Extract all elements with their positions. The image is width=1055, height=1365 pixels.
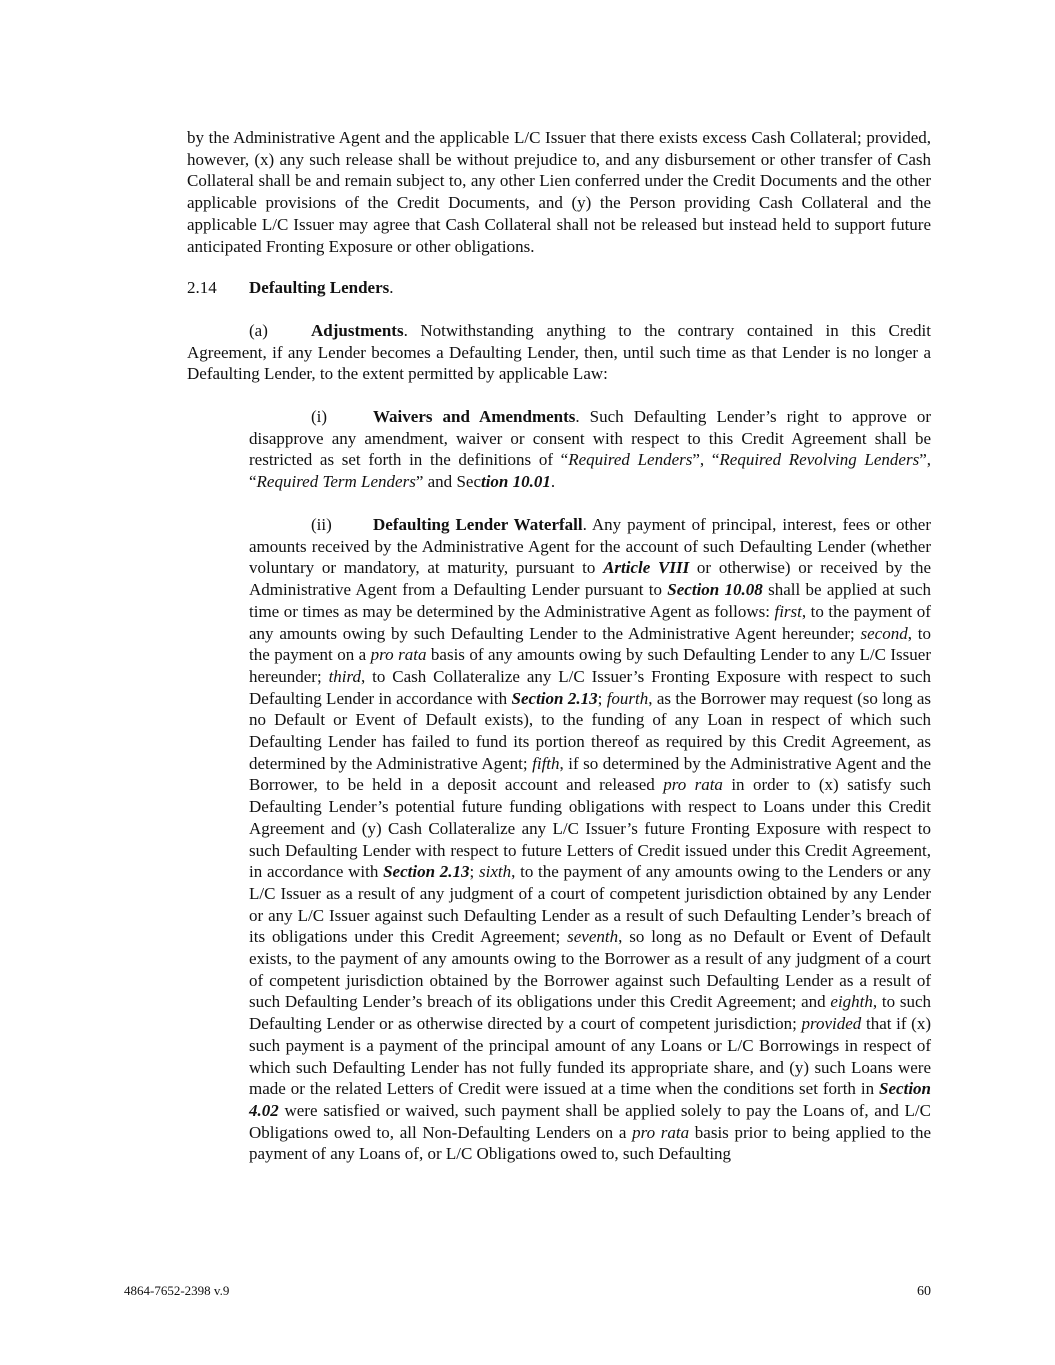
section-number: 2.14 <box>187 278 217 297</box>
clause-i: (i) Waivers and Amendments. Such Defaulting Lender’s right to approve or disapprove any amendment, waiver or consent with respect to this Credit Agreement shall be restricted as set forth in the definitions of “Required Lenders”, “Required Revolving Lenders”, “Required Term Lenders” and Section 10.01. <box>249 407 931 492</box>
clause-ii: (ii) Defaulting Lender Waterfall. Any payment of principal, interest, fees or other amounts received by the Administrative Agent for the account of such Defaulting Lender (whether voluntary or mandatory, at maturity, pursuant to Article VIII or otherwise) or received by the Administrative Agent from a Defaulting Lender pursuant to Section 10.08 shall be applied at such time or times as may be determined by the Administrative Agent as follows: first, to the payment of any amounts owing by such Defaulting Lender to the Administrative Agent hereunder; second, to the payment on a pro rata basis of any amounts owing by such Defaulting Lender to any L/C Issuer hereunder; third, to Cash Collateralize any L/C Issuer’s Fronting Exposure with respect to such Defaulting Lender in accordance with Section 2.13; fourth, as the Borrower may request (so long as no Default or Event of Default exists), to the funding of any Loan in respect of which such Defaulting Lender has failed to fund its portion thereof as required by this Credit Agreement, as determined by the Administrative Agent; fifth, if so determined by the Administrative Agent and the Borrower, to be held in a deposit account and released pro rata in order to (x) satisfy such Defaulting Lender’s potential future funding obligations with respect to Loans under this Credit Agreement and (y) Cash Collateralize any L/C Issuer’s future Fronting Exposure with respect to such Defaulting Lender with respect to future Letters of Credit issued under this Credit Agreement, in accordance with Section 2.13; sixth, to the payment of any amounts owing to the Lenders or any L/C Issuer as a result of any judgment of a court of competent jurisdiction obtained by any Lender or any L/C Issuer against such Defaulting Lender as a result of such Defaulting Lender’s breach of its obligations under this Credit Agreement; seventh, so long as no Default or Event of Default exists, to the payment of any amounts owing to the Borrower as a result of any judgment of a court of competent jurisdiction obtained by the Borrower against such Defaulting Lender as a result of such Defaulting Lender’s breach of its obligations under this Credit Agreement; and eighth, to such Defaulting Lender or as otherwise directed by a court of competent jurisdiction; provided that if (x) such payment is a payment of the principal amount of any Loans or L/C Borrowings in respect of which such Defaulting Lender has not fully funded its appropriate share, and (y) such Loans were made or the related Letters of Credit were issued at a time when the conditions set forth in Section 4.02 were satisfied or waived, such payment shall be applied solely to pay the Loans of, and L/C Obligations owed to, all Non-Defaulting Lenders on a pro rata basis prior to being applied to the payment of any Loans of, or L/C Obligations owed to, such Defaulting <box>249 515 932 1164</box>
section-title: Defaulting Lenders <box>249 278 390 297</box>
section-heading: 2.14 Defaulting Lenders. <box>187 278 394 297</box>
footer-document-id: 4864-7652-2398 v.9 <box>124 1283 230 1298</box>
section-reference: Section 2.13 <box>383 862 470 882</box>
clause-i-title: Waivers and Amendments <box>373 407 576 426</box>
subsection-a-title: Adjustments <box>311 321 404 340</box>
section-reference: Section 2.13 <box>511 688 598 708</box>
section-reference: Section 4.02 <box>249 1079 931 1120</box>
section-reference: tion 10.01 <box>480 472 551 492</box>
section-reference: Section 10.08 <box>667 580 763 600</box>
clause-ii-label: (ii) <box>311 515 332 534</box>
footer-page-number: 60 <box>917 1284 931 1299</box>
clause-i-label: (i) <box>311 407 328 426</box>
paragraph-continuation: by the Administrative Agent and the applicable L/C Issuer that there exists excess Cash Collateral; provided, however, (x) any such release shall be without prejudice to, and any disbursement or other transfer of Cash Collateral shall be and remain subject to, any other Lien conferred under the Credit Documents and the other applicable provisions of the Credit Documents, and (y) the Person providing Cash Collateral and the applicable L/C Issuer may agree that Cash Collateral shall not be released but instead held to support future anticipated Fronting Exposure or other obligations. <box>187 128 931 256</box>
clause-ii-title: Defaulting Lender Waterfall <box>373 515 583 534</box>
subsection-a-label: (a) <box>249 321 268 340</box>
section-reference: Article VIII <box>603 558 690 578</box>
subsection-a: (a) Adjustments. Notwithstanding anything to the contrary contained in this Credit Agreement, if any Lender becomes a Defaulting Lender, then, until such time as that Lender is no longer a Defaulting Lender, to the extent permitted by applicable Law: <box>187 321 931 384</box>
